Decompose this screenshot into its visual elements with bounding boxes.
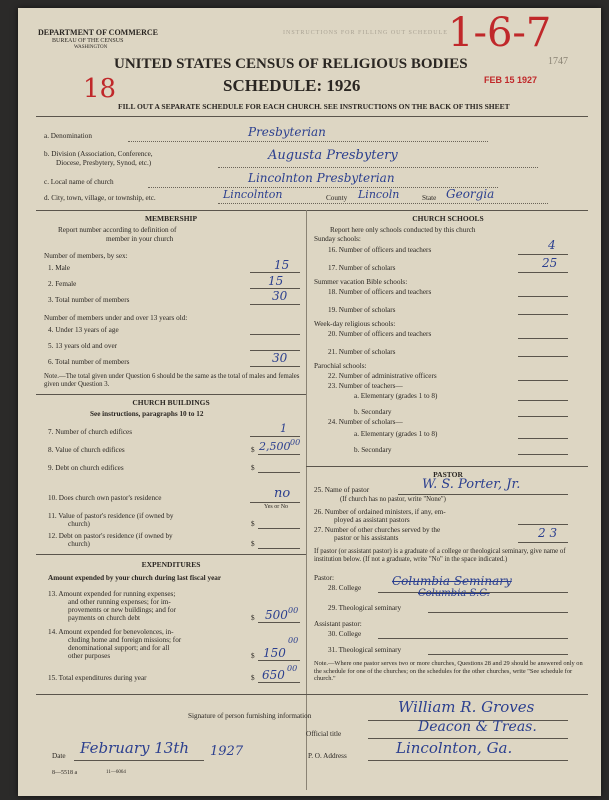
q7-answer-line xyxy=(250,436,300,437)
q21-label: 21. Number of scholars xyxy=(328,348,396,356)
handwritten-mark-18: 18 xyxy=(83,74,117,104)
form-number: 8—5518 a xyxy=(52,770,78,776)
q3-answer-line xyxy=(250,304,300,305)
official-title-label: Official title xyxy=(306,730,342,738)
q15-label: 15. Total expenditures during year xyxy=(48,674,147,682)
q19-answer-line xyxy=(518,314,568,315)
q14-label-2: cluding home and foreign missions; for xyxy=(68,636,182,644)
q25-label: 25. Name of pastor xyxy=(314,486,370,494)
denomination-label: a. Denomination xyxy=(44,132,92,140)
denomination-line xyxy=(128,141,488,142)
expenditures-divider xyxy=(36,554,306,555)
buildings-sub: See instructions, paragraphs 10 to 12 xyxy=(90,410,204,418)
q14-label-3: denominational support; and for all xyxy=(68,644,170,652)
q11-label: 11. Value of pastor's residence (if owned by xyxy=(48,512,174,520)
q3-value: 30 xyxy=(272,289,288,303)
q26-label-2: ployed as assistant pastors xyxy=(334,516,410,524)
q27-label: 27. Number of other churches served by the xyxy=(314,526,441,534)
q24b-answer-line xyxy=(518,454,568,455)
q12-answer-line xyxy=(258,548,300,549)
q13-cents: 00 xyxy=(288,606,299,615)
q2-label: 2. Female xyxy=(48,280,77,288)
q1-label: 1. Male xyxy=(48,264,70,272)
form-number-2: 11—6064 xyxy=(106,770,126,775)
q17-value: 25 xyxy=(542,256,558,270)
q13-label-2: and other running expenses; for im- xyxy=(68,598,171,606)
age-intro-label: Number of members under and over 13 years old: xyxy=(44,314,188,322)
q16-answer-line xyxy=(518,254,568,255)
church-name-label: c. Local name of church xyxy=(44,178,114,186)
division-value: Augusta Presbytery xyxy=(268,148,398,163)
church-name-value: Lincolnton Presbyterian xyxy=(248,171,395,185)
q30-answer-line xyxy=(378,638,568,639)
q8-dollar: $ xyxy=(251,446,255,454)
q11-dollar: $ xyxy=(251,520,255,528)
washington-label: WASHINGTON xyxy=(74,45,108,50)
q30-label: 30. College xyxy=(328,630,362,638)
q11-label-2: church) xyxy=(68,520,90,528)
assistant-pastor-label: Assistant pastor: xyxy=(314,620,362,628)
signature-label: Signature of person furnishing information xyxy=(188,712,312,720)
q16-label: 16. Number of officers and teachers xyxy=(328,246,432,254)
date-value: February 13th xyxy=(80,739,190,757)
q28-value: Columbia Seminary xyxy=(392,574,512,588)
q13-label-3: provements or new buildings; and for xyxy=(68,606,176,614)
q12-label: 12. Debt on pastor's residence (if owned by xyxy=(48,532,173,540)
buildings-title: CHURCH BUILDINGS xyxy=(132,398,210,407)
q15-answer-line xyxy=(258,682,300,683)
q23-label: 23. Number of teachers— xyxy=(328,382,403,390)
form-title: UNITED STATES CENSUS OF RELIGIOUS BODIES xyxy=(114,56,468,72)
membership-note: Note.—The total given under Question 6 should be the same as the total of males and females given under Question 3. xyxy=(44,373,300,388)
division-line xyxy=(218,167,538,168)
schools-title: CHURCH SCHOOLS xyxy=(412,214,484,223)
county-label: County xyxy=(326,194,348,202)
weekday-schools-label: Week-day religious schools: xyxy=(314,320,396,328)
q25-value: W. S. Porter, Jr. xyxy=(422,477,521,492)
po-address-value: Lincolnton, Ga. xyxy=(396,739,513,757)
schedule-title: SCHEDULE: 1926 xyxy=(223,76,361,95)
q6-value: 30 xyxy=(272,351,288,365)
q9-answer-line xyxy=(258,472,300,473)
section-divider xyxy=(36,210,588,211)
q12-dollar: $ xyxy=(251,540,255,548)
q14-cents: 00 xyxy=(288,636,299,645)
expenditures-sub: Amount expended by your church during last fiscal year xyxy=(48,574,222,582)
q4-label: 4. Under 13 years of age xyxy=(48,326,119,334)
yes-no-hint: Yes or No xyxy=(264,504,289,510)
q14-answer-line xyxy=(258,660,300,661)
city-label: d. City, town, village, or township, etc. xyxy=(44,194,156,202)
q24-label: 24. Number of scholars— xyxy=(328,418,403,426)
q26-answer-line xyxy=(518,524,568,525)
po-address-line xyxy=(368,760,568,761)
q17-label: 17. Number of scholars xyxy=(328,264,396,272)
q9-label: 9. Debt on church edifices xyxy=(48,464,124,472)
official-title-value: Deacon & Treas. xyxy=(418,719,537,735)
q14-label-4: other purposes xyxy=(68,652,111,660)
denomination-value: Presbyterian xyxy=(248,125,326,139)
q3-label: 3. Total number of members xyxy=(48,296,130,304)
signature-value: William R. Groves xyxy=(398,698,535,716)
q11-answer-line xyxy=(258,528,300,529)
q21-answer-line xyxy=(518,356,568,357)
q22-label: 22. Number of administrative officers xyxy=(328,372,437,380)
division-label-2: Diocese, Presbytery, Synod, etc.) xyxy=(56,159,152,167)
q24a-answer-line xyxy=(518,438,568,439)
q22-answer-line xyxy=(518,380,568,381)
signature-divider xyxy=(36,694,588,695)
q19-label: 19. Number of scholars xyxy=(328,306,396,314)
pastor-note: Note.—Where one pastor serves two or more churches, Questions 28 and 29 should be answered only on the schedule for one of the churches; on the schedules for the other churches, write "See schedule for church." xyxy=(314,660,583,682)
q9-dollar: $ xyxy=(251,464,255,472)
q27-answer-line xyxy=(518,542,568,543)
q10-answer-line xyxy=(250,502,300,503)
membership-sub2: member in your church xyxy=(106,235,174,243)
q7-label: 7. Number of church edifices xyxy=(48,428,133,436)
bureau-label: BUREAU OF THE CENSUS xyxy=(52,38,124,44)
q24a-label: a. Elementary (grades 1 to 8) xyxy=(354,430,438,438)
po-address-label: P. O. Address xyxy=(308,752,347,760)
sunday-schools-label: Sunday schools: xyxy=(314,235,361,243)
q6-label: 6. Total number of members xyxy=(48,358,130,366)
q8-label: 8. Value of church edifices xyxy=(48,446,125,454)
q13-dollar: $ xyxy=(251,614,255,622)
q23a-label: a. Elementary (grades 1 to 8) xyxy=(354,392,438,400)
q4-answer-line xyxy=(250,334,300,335)
header-divider xyxy=(36,116,588,117)
pastor-title: PASTOR xyxy=(433,470,463,479)
faded-instructions-heading: INSTRUCTIONS FOR FILLING OUT SCHEDULE xyxy=(283,30,448,36)
q27-value: 2 3 xyxy=(538,526,558,540)
census-schedule-page xyxy=(18,8,601,796)
q26-label: 26. Number of ordained ministers, if any, em- xyxy=(314,508,446,516)
q8-cents: 00 xyxy=(290,438,301,447)
q27-label-2: pastor or his assistants xyxy=(334,534,399,542)
summer-schools-label: Summer vacation Bible schools: xyxy=(314,278,408,286)
q17-answer-line xyxy=(518,272,568,273)
q18-answer-line xyxy=(518,296,568,297)
department-label: DEPARTMENT OF COMMERCE xyxy=(38,28,159,37)
q18-label: 18. Number of officers and teachers xyxy=(328,288,432,296)
date-label: Date xyxy=(52,752,66,760)
separate-schedule-instruction: FILL OUT A SEPARATE SCHEDULE FOR EACH CHURCH. SEE INSTRUCTIONS ON THE BACK OF THIS SHEET xyxy=(118,102,510,111)
state-value: Georgia xyxy=(446,187,495,201)
schedule-number: 1747 xyxy=(548,56,568,67)
q16-value: 4 xyxy=(548,238,556,252)
q14-label: 14. Amount expended for benevolences, in- xyxy=(48,628,174,636)
q29-label: 29. Theological seminary xyxy=(328,604,402,612)
members-by-sex-label: Number of members, by sex: xyxy=(44,252,128,260)
expenditures-title: EXPENDITURES xyxy=(141,560,201,569)
year-value: 1927 xyxy=(210,744,244,759)
q20-label: 20. Number of officers and teachers xyxy=(328,330,432,338)
city-value: Lincolnton xyxy=(223,188,283,201)
pastor-sub-label: Pastor: xyxy=(314,574,334,582)
q23b-label: b. Secondary xyxy=(354,408,392,416)
membership-title: MEMBERSHIP xyxy=(144,214,198,223)
parochial-schools-label: Parochial schools: xyxy=(314,362,367,370)
q15-dollar: $ xyxy=(251,674,255,682)
graduate-note: If pastor (or assistant pastor) is a graduate of a college or theological seminary, give name of institution below. (If not a graduate, write "No" in the space indicated.) xyxy=(314,548,566,563)
q8-value: 2,500 xyxy=(259,440,291,453)
q31-label: 31. Theological seminary xyxy=(328,646,402,654)
buildings-divider xyxy=(36,394,306,395)
received-date-stamp: FEB 15 1927 xyxy=(484,75,538,85)
q7-value: 1 xyxy=(280,422,287,435)
city-line xyxy=(218,203,548,204)
pastor-divider xyxy=(306,466,588,467)
q1-value: 15 xyxy=(274,258,290,272)
schools-sub: Report here only schools conducted by this church xyxy=(330,226,476,234)
q14-dollar: $ xyxy=(251,652,255,660)
state-label: State xyxy=(422,194,437,202)
handwritten-id: 1-6-7 xyxy=(448,10,552,56)
q28-value-2: Columbia S.C. xyxy=(418,588,490,599)
q13-label-4: payments on church debt xyxy=(68,614,141,622)
q2-value: 15 xyxy=(268,274,284,288)
q13-value: 500 xyxy=(265,608,288,622)
q24b-label: b. Secondary xyxy=(354,446,392,454)
q14-value: 150 xyxy=(263,646,286,660)
q25-note: (If church has no pastor, write "None") xyxy=(340,496,446,503)
date-line xyxy=(74,760,204,761)
q15-value: 650 xyxy=(262,668,285,682)
q29-answer-line xyxy=(428,612,568,613)
q23b-answer-line xyxy=(518,416,568,417)
q28-label: 28. College xyxy=(328,584,362,592)
membership-sub1: Report number according to definition of xyxy=(58,226,177,234)
q1-answer-line xyxy=(250,272,300,273)
q6-answer-line xyxy=(250,366,300,367)
q12-label-2: church) xyxy=(68,540,90,548)
q15-cents: 00 xyxy=(287,664,298,673)
q10-value: no xyxy=(274,486,291,501)
q31-answer-line xyxy=(428,654,568,655)
county-value: Lincoln xyxy=(358,188,400,201)
q10-label: 10. Does church own pastor's residence xyxy=(48,494,162,502)
q13-label: 13. Amount expended for running expenses; xyxy=(48,590,176,598)
q5-label: 5. 13 years old and over xyxy=(48,342,118,350)
q25-answer-line xyxy=(398,494,568,495)
division-label: b. Division (Association, Conference, xyxy=(44,150,153,158)
column-divider xyxy=(306,210,307,790)
q13-answer-line xyxy=(258,622,300,623)
q23a-answer-line xyxy=(518,400,568,401)
q20-answer-line xyxy=(518,338,568,339)
q8-answer-line xyxy=(258,454,300,455)
